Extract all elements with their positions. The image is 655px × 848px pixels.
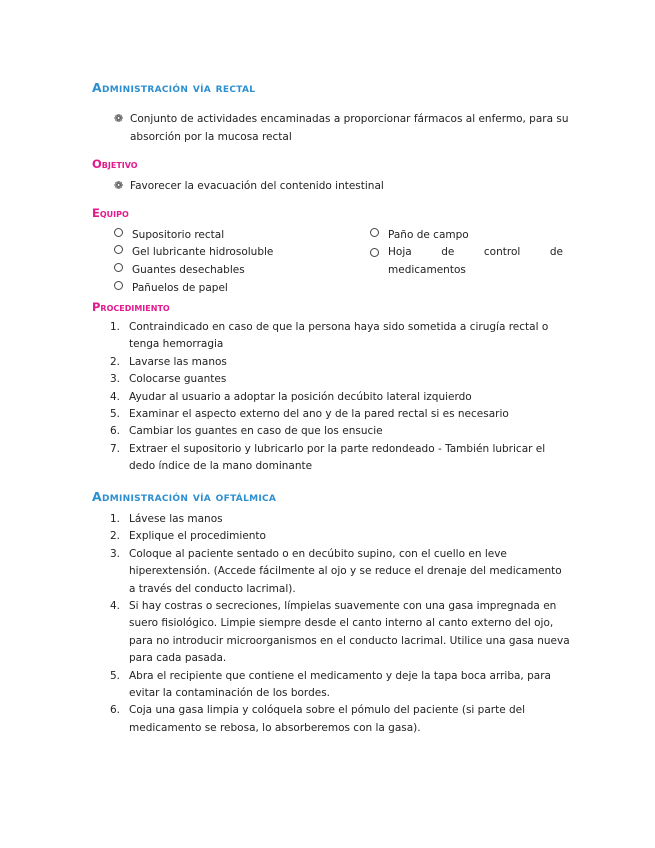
list-item: 6. Cambiar los guantes en caso de que los ensucie xyxy=(110,425,383,438)
list-item: 3. Colocarse guantes xyxy=(110,373,227,386)
equipment-item: Gel lubricante hidrosoluble xyxy=(114,243,273,261)
ophthalmic-steps-list xyxy=(110,511,570,737)
objective-item: ❁ Favorecer la evacuación del contenido intestinal xyxy=(114,177,574,195)
list-item: 5. Abra el recipiente que contiene el medicamento y deje la tapa boca arriba, para evitar la contaminación de los bordes. xyxy=(110,669,551,700)
circle-bullet-icon xyxy=(114,263,123,272)
list-item: 4. Ayudar al usuario a adoptar la posición decúbito lateral izquierdo xyxy=(110,390,472,403)
circle-bullet-icon xyxy=(114,281,123,290)
list-item: 6. Coja una gasa limpia y colóquela sobre el pómulo del paciente (si parte del medicamento se rebosa, lo absorberemos con la gasa). xyxy=(110,704,526,734)
procedure-heading: Procedimiento xyxy=(92,300,170,314)
equipment-item: Hoja de control de medicamentos xyxy=(370,243,570,279)
list-item: 2. Lavarse las manos xyxy=(110,355,227,368)
flower-bullet-icon: ❁ xyxy=(114,112,124,125)
list-item: 3. Coloque al paciente sentado o en decúbito supino, con el cuello en leve hiperextensión. (Accede fácilmente al ojo y se reduce el drenaje del medicamento a través del conducto lacrimal). xyxy=(110,547,562,595)
list-item: 4. Si hay costras o secreciones, límpielas suavemente con una gasa impregnada en suero fisiológico. Limpie siempre desde el canto interno al canto externo del ojo, para no introducir microorganismos en el conducto lacrimal. Utilice una gasa nueva para cada pasada. xyxy=(110,600,570,665)
list-item: 5. Examinar el aspecto externo del ano y de la pared rectal si es necesario xyxy=(110,408,509,421)
list-item: 7. Extraer el supositorio y lubricarlo por la parte redondeado - También lubricar el dedo índice de la mano dominante xyxy=(110,442,546,473)
rectal-title: Administración vía rectal xyxy=(92,80,256,95)
list-item: 1. Lávese las manos xyxy=(110,513,223,525)
equipment-item: Supositorio rectal xyxy=(114,226,224,244)
equipment-heading: Equipo xyxy=(92,206,129,220)
equipment-item: Paño de campo xyxy=(370,226,469,244)
equipment-item: Guantes desechables xyxy=(114,261,245,279)
circle-bullet-icon xyxy=(370,248,379,257)
rectal-definition: ❁ Conjunto de actividades encaminadas a proporcionar fármacos al enfermo, para su absorción por la mucosa rectal xyxy=(114,112,569,143)
ophthalmic-title: Administración vía oftálmica xyxy=(92,489,277,504)
circle-bullet-icon xyxy=(370,228,379,237)
list-item: 2. Explique el procedimiento xyxy=(110,530,266,543)
equipment-item: Pañuelos de papel xyxy=(114,279,228,297)
circle-bullet-icon xyxy=(114,228,123,237)
objective-heading: Objetivo xyxy=(92,157,138,171)
rectal-steps-list xyxy=(110,319,570,476)
list-item: 1. Contraindicado en caso de que la persona haya sido sometida a cirugía rectal o tenga hemorragia xyxy=(110,321,549,351)
circle-bullet-icon xyxy=(114,245,123,254)
flower-bullet-icon: ❁ xyxy=(114,179,124,192)
